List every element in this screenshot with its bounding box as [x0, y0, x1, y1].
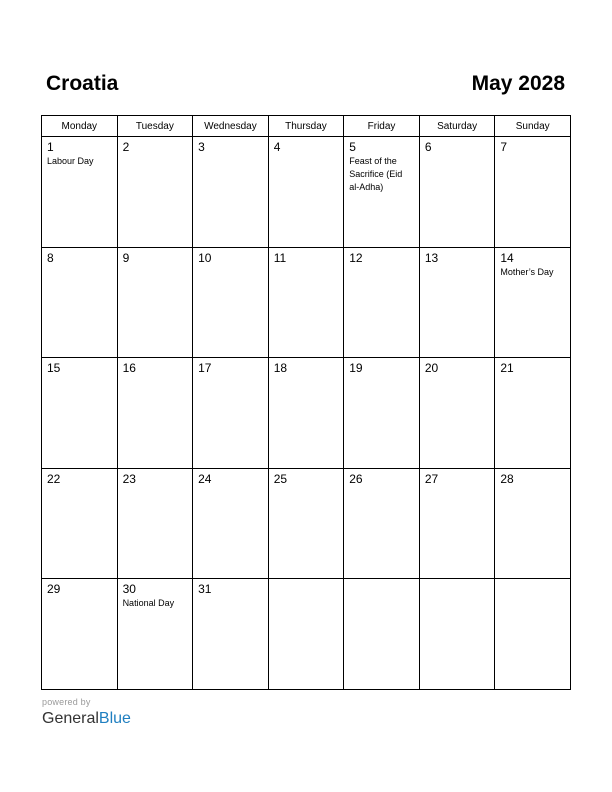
day-number: 12 [349, 250, 363, 265]
day-number: 15 [47, 361, 61, 376]
day-cell [344, 247, 420, 358]
day-cell [344, 137, 420, 248]
weekday-header-sunday: Sunday [495, 116, 571, 137]
holiday-label: Feast of the Sacrifice (Eid al-Adha) [349, 156, 403, 192]
week-row [42, 247, 571, 358]
day-cell [495, 579, 571, 690]
day-cell [117, 579, 193, 690]
day-cell [419, 468, 495, 579]
day-cell [193, 358, 269, 469]
day-cell [419, 137, 495, 248]
weekday-header-friday: Friday [344, 116, 420, 137]
powered-by-text: powered by [42, 697, 91, 707]
day-cell [193, 579, 269, 690]
month-year-title: May 2028 [471, 72, 565, 95]
day-cell [419, 358, 495, 469]
week-row [42, 137, 571, 248]
day-cell [495, 247, 571, 358]
day-number: 2 [122, 140, 130, 154]
day-number: 7 [500, 140, 508, 154]
day-number: 18 [273, 361, 288, 376]
day-number: 4 [273, 140, 281, 154]
day-cell [344, 468, 420, 579]
day-cell [117, 247, 193, 358]
day-cell [42, 468, 118, 579]
day-number: 6 [424, 140, 432, 154]
day-number: 14 [500, 250, 514, 265]
day-cell [42, 579, 118, 690]
day-number: 22 [47, 471, 61, 486]
day-number: 10 [198, 250, 212, 265]
holiday-label: Mother’s Day [500, 266, 554, 277]
day-cell [419, 579, 495, 690]
week-row [42, 358, 571, 469]
day-cell [344, 579, 420, 690]
day-cell [268, 247, 344, 358]
weekday-header-tuesday: Tuesday [117, 116, 193, 137]
day-cell [42, 247, 118, 358]
day-cell [268, 468, 344, 579]
weekday-header-monday: Monday [42, 116, 118, 137]
holiday-label: Labour Day [47, 156, 94, 166]
day-cell [117, 358, 193, 469]
day-number: 20 [424, 361, 439, 376]
day-number: 13 [424, 250, 439, 265]
calendar-grid [41, 115, 571, 690]
day-cell [117, 468, 193, 579]
day-number: 9 [122, 250, 130, 265]
day-cell [495, 358, 571, 469]
week-row [42, 579, 571, 690]
weekday-header-wednesday: Wednesday [193, 116, 269, 137]
country-title: Croatia [46, 72, 119, 95]
day-cell [193, 468, 269, 579]
day-cell [495, 468, 571, 579]
footer-branding [42, 697, 131, 729]
day-number: 29 [47, 582, 61, 597]
brand-blue-text: Blue [98, 710, 131, 727]
day-cell [268, 579, 344, 690]
day-number: 25 [273, 471, 288, 486]
day-number: 19 [349, 361, 363, 376]
weekday-header-saturday: Saturday [419, 116, 495, 137]
weekday-header-thursday: Thursday [268, 116, 344, 137]
day-cell [193, 247, 269, 358]
weekday-header-row [42, 116, 571, 137]
day-number: 16 [122, 361, 136, 376]
day-number: 24 [198, 471, 212, 486]
day-number: 1 [47, 140, 54, 154]
generalblue-logo[interactable] [42, 709, 131, 729]
day-number: 5 [349, 140, 356, 154]
day-number: 26 [349, 471, 363, 486]
day-number: 27 [424, 471, 439, 486]
day-number: 3 [198, 140, 205, 154]
day-number: 23 [122, 471, 136, 486]
day-number: 21 [500, 361, 514, 376]
day-cell [344, 358, 420, 469]
brand-general-text: General [42, 710, 99, 727]
holiday-label: National Day [122, 598, 175, 609]
day-cell [117, 137, 193, 248]
week-row [42, 468, 571, 579]
day-number: 8 [47, 250, 54, 265]
day-number: 31 [198, 582, 212, 597]
day-cell [419, 247, 495, 358]
day-number: 11 [273, 250, 287, 265]
day-cell [42, 358, 118, 469]
day-number: 17 [198, 361, 212, 376]
day-cell [193, 137, 269, 248]
day-cell [42, 137, 118, 248]
day-number: 28 [500, 471, 514, 486]
day-cell [495, 137, 571, 248]
day-cell [268, 358, 344, 469]
day-cell [268, 137, 344, 248]
day-number: 30 [122, 582, 136, 597]
